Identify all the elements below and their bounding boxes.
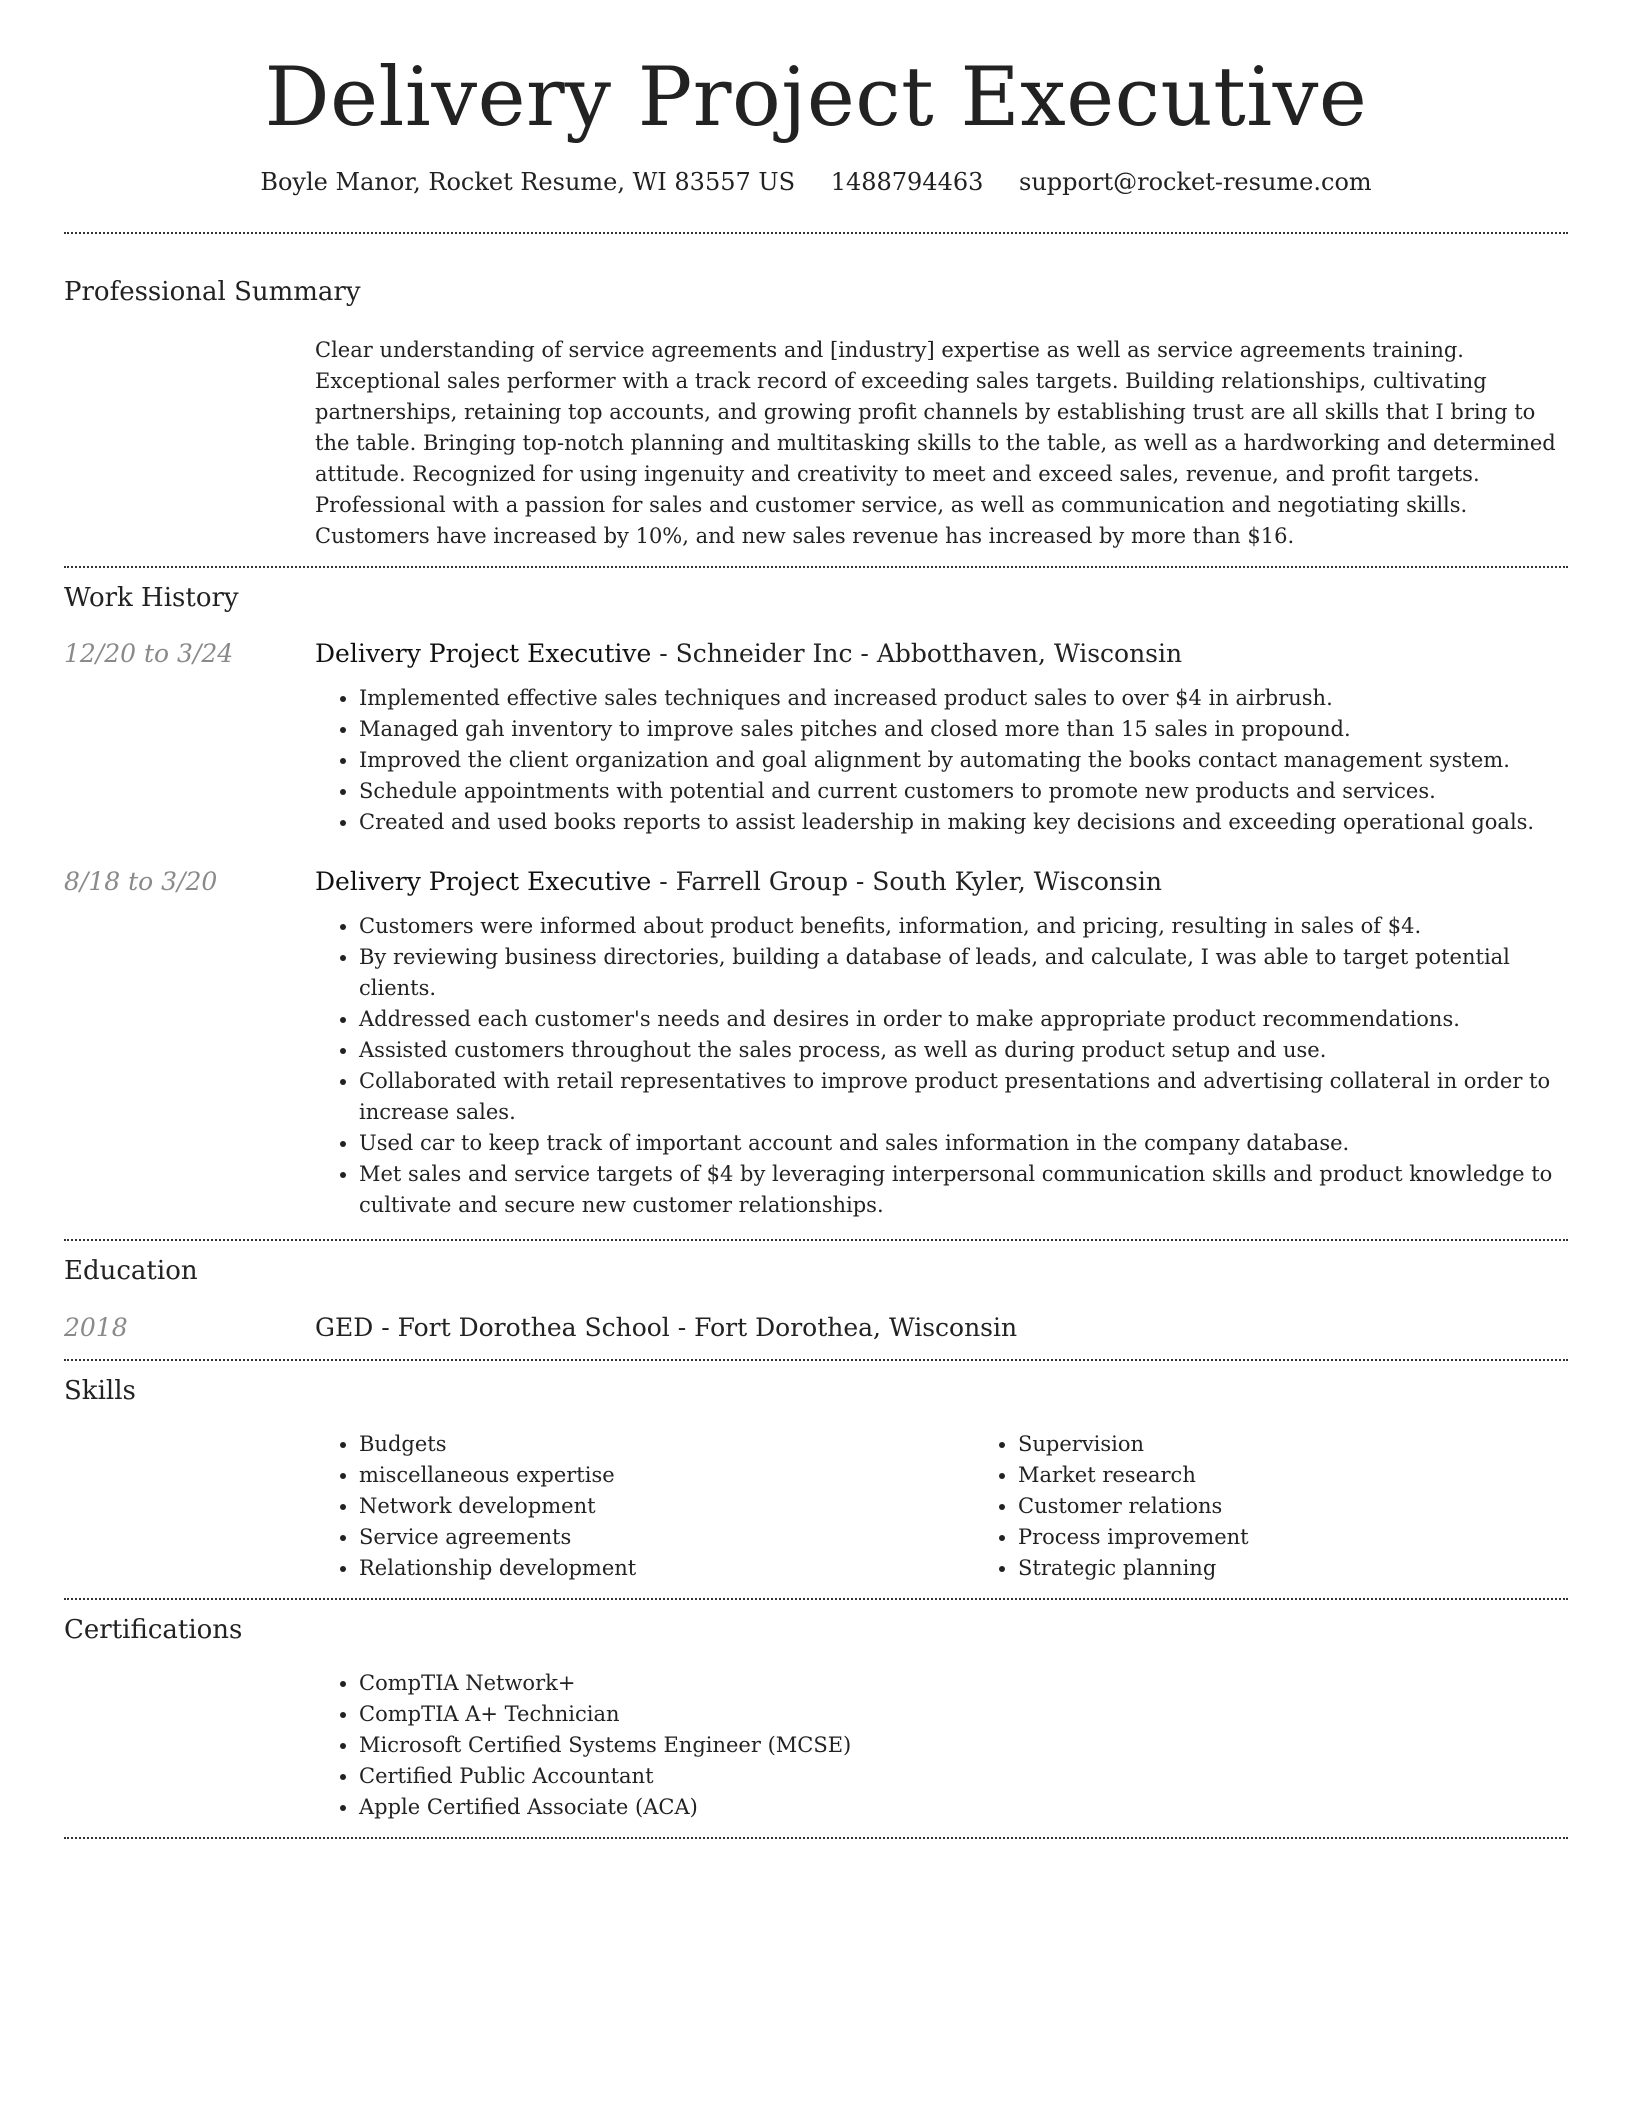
- job-details: - Farrell Group - South Kyler, Wisconsin: [651, 867, 1162, 897]
- list-item: • By reviewing business directories, building a database of leads, and calculate, I was able to target potential clients.: [359, 942, 1568, 1004]
- contact-line: [64, 167, 1568, 198]
- list-item: • Schedule appointments with potential and current customers to promote new products and services.: [359, 776, 1568, 807]
- education-body: [315, 1310, 1568, 1345]
- job-bullets: [315, 683, 1568, 838]
- section-divider: [64, 1837, 1568, 1839]
- list-item: • Used car to keep track of important account and sales information in the company database.: [359, 1128, 1568, 1159]
- list-item: • Microsoft Certified Systems Engineer (MCSE): [359, 1730, 1568, 1761]
- list-item: • Assisted customers throughout the sales process, as well as during product setup and use.: [359, 1035, 1568, 1066]
- job-body: [315, 864, 1568, 1221]
- list-item: • Apple Certified Associate (ACA): [359, 1792, 1568, 1823]
- candidate-name: Delivery Project Executive: [264, 51, 1368, 145]
- job-bullets: [315, 911, 1568, 1221]
- list-item: • Improved the client organization and goal alignment by automating the books contact management system.: [359, 745, 1568, 776]
- certifications-row: [64, 1668, 1568, 1823]
- summary-section: [64, 234, 1568, 565]
- job-title: [315, 636, 1568, 671]
- job-role: Delivery Project Executive: [315, 867, 652, 897]
- job-title: [315, 864, 1568, 899]
- list-item: • Network development: [359, 1491, 974, 1522]
- list-item: • Certified Public Accountant: [359, 1761, 1568, 1792]
- list-item: • Customers were informed about product benefits, information, and pricing, resulting in sales of $4.: [359, 911, 1568, 942]
- list-item: • Market research: [1018, 1460, 1632, 1491]
- list-item: • Implemented effective sales techniques and increased product sales to over $4 in airbrush.: [359, 683, 1568, 714]
- summary-text: Clear understanding of service agreements and [industry] expertise as well as service agreements training. Exceptional sales performer with a track record of exceeding sales targets. Building relationships, cultivating partnerships, retaining top accounts, and growing profit channels by establishing trust are all skills that I bring to the table. Bringing top-notch planning and multitasking skills to the table, as well as a hardworking and determined attitude. Recognized for using ingenuity and creativity to meet and exceed sales, revenue, and profit targets. Professional with a passion for sales and customer service, as well as communication and negotiating skills. Customers have increased by 10%, and new sales revenue has increased by more than $16.: [315, 337, 1556, 548]
- job-details: - Schneider Inc - Abbotthaven, Wisconsin: [651, 639, 1183, 669]
- certifications-title: Certifications: [64, 1614, 243, 1645]
- education-row: [64, 1310, 1568, 1345]
- skills-list-left: [315, 1429, 974, 1584]
- list-item: • Budgets: [359, 1429, 974, 1460]
- education-line: GED - Fort Dorothea School - Fort Dorothea, Wisconsin: [315, 1312, 1018, 1342]
- list-item: • Strategic planning: [1018, 1553, 1632, 1584]
- list-item: • Supervision: [1018, 1429, 1632, 1460]
- job-body: [315, 636, 1568, 838]
- list-item: • Collaborated with retail representatives to improve product presentations and advertising collateral in order to increase sales.: [359, 1066, 1568, 1128]
- work-history-section: [64, 568, 1568, 1239]
- contact-phone: 1488794463: [830, 168, 984, 197]
- job-role: Delivery Project Executive: [315, 639, 652, 669]
- list-item: • Met sales and service targets of $4 by leveraging interpersonal communication skills and product knowledge to cultivate and secure new customer relationships.: [359, 1159, 1568, 1221]
- education-section: [64, 1241, 1568, 1358]
- job-dates: 12/20 to 3/24: [64, 639, 234, 669]
- certifications-section: [64, 1600, 1568, 1837]
- list-item: • Managed gah inventory to improve sales pitches and closed more than 15 sales in propound.: [359, 714, 1568, 745]
- skills-grid: [315, 1429, 1632, 1584]
- list-item: • miscellaneous expertise: [359, 1460, 974, 1491]
- education-title: Education: [64, 1256, 198, 1287]
- work-history-title: Work History: [64, 582, 239, 613]
- education-year: 2018: [64, 1312, 128, 1342]
- list-item: • Service agreements: [359, 1522, 974, 1553]
- certifications-body: [315, 1668, 1568, 1823]
- list-item: • Addressed each customer's needs and desires in order to make appropriate product recommendations.: [359, 1004, 1568, 1035]
- contact-email: support@rocket-resume.com: [1019, 168, 1372, 197]
- certifications-list: [315, 1668, 1568, 1823]
- list-item: • Customer relations: [1018, 1491, 1632, 1522]
- list-item: • Created and used books reports to assist leadership in making key decisions and exceeding operational goals.: [359, 807, 1568, 838]
- summary-row: [64, 335, 1568, 552]
- skills-title: Skills: [64, 1375, 136, 1406]
- summary-title: Professional Summary: [64, 277, 361, 308]
- list-item: • CompTIA Network+: [359, 1668, 1568, 1699]
- list-item: • Process improvement: [1018, 1522, 1632, 1553]
- list-item: • CompTIA A+ Technician: [359, 1699, 1568, 1730]
- list-item: • Relationship development: [359, 1553, 974, 1584]
- skills-row: [64, 1429, 1568, 1584]
- contact-address: Boyle Manor, Rocket Resume, WI 83557 US: [260, 168, 796, 197]
- summary-body: [315, 335, 1568, 552]
- job-dates: 8/18 to 3/20: [64, 867, 218, 897]
- resume-header: [64, 0, 1568, 198]
- skills-section: [64, 1361, 1568, 1598]
- job-entry: [64, 636, 1568, 838]
- job-entry: [64, 864, 1568, 1221]
- skills-list-right: [974, 1429, 1632, 1584]
